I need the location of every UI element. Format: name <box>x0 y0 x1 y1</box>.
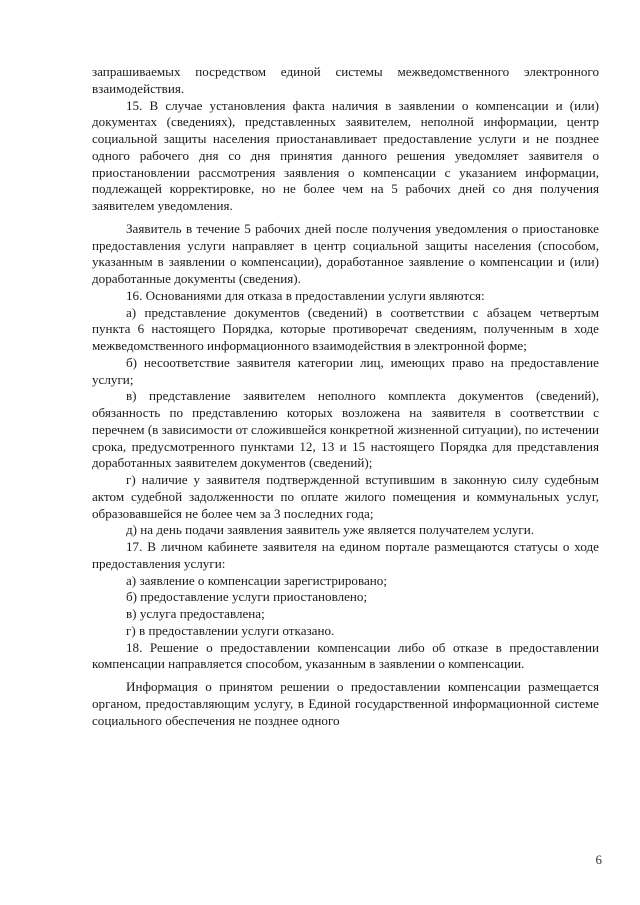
paragraph-18-information: Информация о принятом решении о предоставлении компенсации размещается органом, предоставляющим услугу, в Единой государственной информационной системе социального обеспечения не позднее одного <box>92 679 599 728</box>
page-number: 6 <box>595 852 602 867</box>
document-body <box>92 64 599 729</box>
paragraph-16-v: в) представление заявителем неполного комплекта документов (сведений), обязанность по представлению которых возложена на заявителя в соответствии с перечнем (в зависимости от сложившейся конкретной жизненной ситуации), по истечении срока, предусмотренного пунктами 12, 13 и 15 настоящего Порядка для представления доработанных заявителем документов (сведений); <box>92 388 599 471</box>
paragraph-continuation: запрашиваемых посредством единой системы межведомственного электронного взаимодействия. <box>92 64 599 96</box>
paragraph-17-a: а) заявление о компенсации зарегистрировано; <box>126 572 387 588</box>
paragraph-16-b: б) несоответствие заявителя категории лиц, имеющих право на предоставление услуги; <box>92 354 599 387</box>
paragraph-18: 18. Решение о предоставлении компенсации либо об отказе в предоставлении компенсации направляется способом, указанным в заявлении о компенсации. <box>92 639 599 672</box>
paragraph-15-applicant: Заявитель в течение 5 рабочих дней после получения уведомления о приостановке предоставления услуги направляет в центр социальной защиты населения (способом, указанным в заявлении о компенсации), доработанное заявление о компенсации и (или) доработанные документы (сведения). <box>92 220 599 286</box>
paragraph-15: 15. В случае установления факта наличия в заявлении о компенсации и (или) документах (сведениях), представленных заявителем, неполной информации, центр социальной защиты населения приостанавливает предоставление услуги и не позднее одного рабочего дня со дня принятия данного решения уведомляет заявителя о приостановлении рассмотрения заявления о компенсации с указанием информации, подлежащей корректировке, но не более чем на 5 рабочих дней со дня получения заявителем уведомления. <box>92 97 599 213</box>
paragraph-16: 16. Основаниями для отказа в предоставлении услуги являются: <box>126 287 485 303</box>
paragraph-16-g: г) наличие у заявителя подтвержденной вступившим в законную силу судебным актом судебной задолженности по оплате жилого помещения и коммунальных услуг, образовавшейся не более чем за 3 последних года; <box>92 472 599 521</box>
paragraph-17-b: б) предоставление услуги приостановлено; <box>126 589 368 605</box>
paragraph-17: 17. В личном кабинете заявителя на едином портале размещаются статусы о ходе предоставления услуги: <box>92 539 599 571</box>
paragraph-16-a: а) представление документов (сведений) в соответствии с абзацем четвертым пункта 6 настоящего Порядка, которые противоречат сведениям, полученным в ходе межведомственного информационного взаимодействия в электронной форме; <box>92 304 599 353</box>
paragraph-16-d: д) на день подачи заявления заявитель уже является получателем услуги. <box>126 522 535 538</box>
paragraph-17-v: в) услуга предоставлена; <box>126 606 265 621</box>
paragraph-17-g: г) в предоставлении услуги отказано. <box>126 622 335 638</box>
